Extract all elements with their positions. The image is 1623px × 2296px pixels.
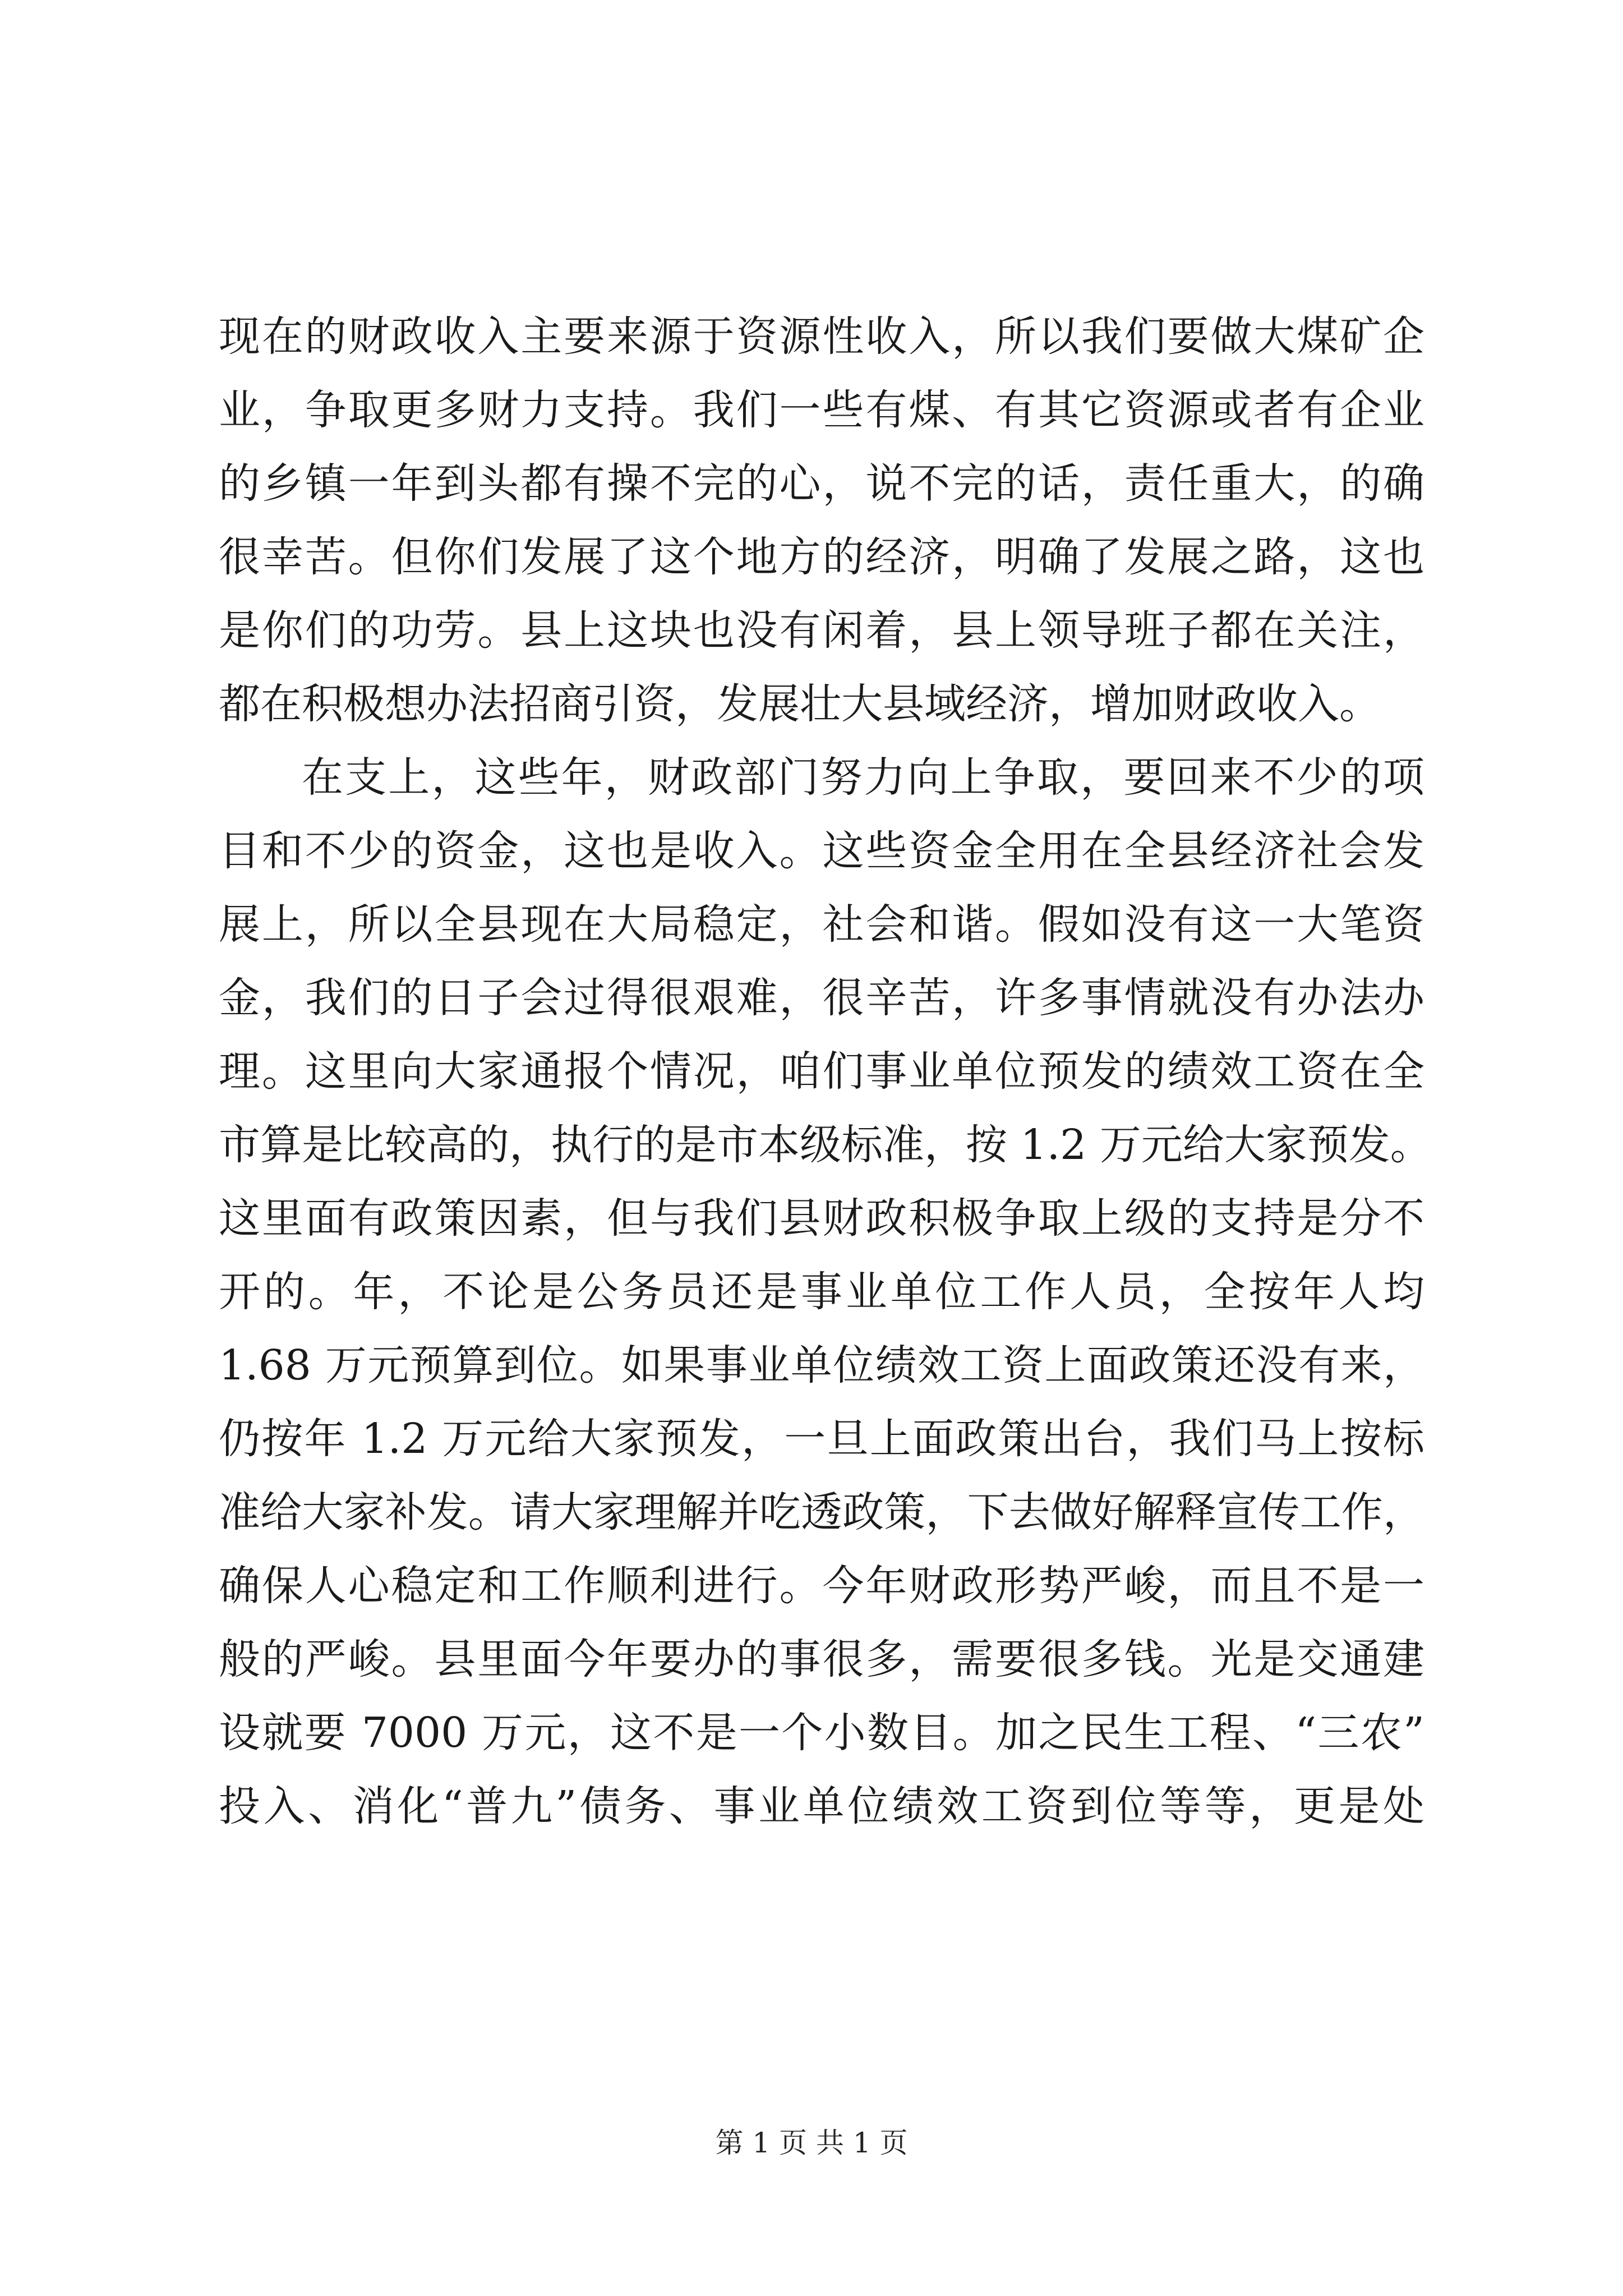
text-line: 现在的财政收入主要来源于资源性收入，所以我们要做大煤矿企 — [219, 312, 1424, 361]
text-line: 仍按年 1.2 万元给大家预发，一旦上面政策出台，我们马上按标 — [219, 1415, 1424, 1463]
text-line: 都在积极想办法招商引资，发展壮大县域经济，增加财政收入。 — [219, 680, 1381, 728]
page-footer: 第 1 页 共 1 页 — [715, 2127, 908, 2159]
body-text — [219, 300, 1432, 1843]
text-line: 业，争取更多财力支持。我们一些有煤、有其它资源或者有企业 — [219, 386, 1424, 434]
text-line: 开的。年，不论是公务员还是事业单位工作人员，全按年人均 — [219, 1268, 1424, 1316]
text-line: 理。这里向大家通报个情况，咱们事业单位预发的绩效工资在全 — [219, 1047, 1424, 1096]
text-line: 确保人心稳定和工作顺利进行。今年财政形势严峻，而且不是一 — [219, 1562, 1424, 1610]
text-line: 设就要 7000 万元，这不是一个小数目。加之民生工程、“三农” — [219, 1709, 1424, 1757]
text-line: 市算是比较高的，执行的是市本级标准，按 1.2 万元给大家预发。 — [219, 1121, 1432, 1169]
text-line: 般的严峻。县里面今年要办的事很多，需要很多钱。光是交通建 — [219, 1635, 1424, 1683]
text-line: 金，我们的日子会过得很艰难，很辛苦，许多事情就没有办法办 — [219, 974, 1424, 1022]
text-line: 是你们的功劳。县上这块也没有闲着，县上领导班子都在关注， — [219, 606, 1424, 655]
text-line: 的乡镇一年到头都有操不完的心，说不完的话，责任重大，的确 — [219, 459, 1424, 508]
text-line: 在支上，这些年，财政部门努力向上争取，要回来不少的项 — [302, 753, 1424, 802]
text-line: 准给大家补发。请大家理解并吃透政策，下去做好解释宣传工作， — [219, 1488, 1424, 1536]
text-line: 很幸苦。但你们发展了这个地方的经济，明确了发展之路，这也 — [219, 533, 1424, 581]
text-line: 1.68 万元预算到位。如果事业单位绩效工资上面政策还没有来， — [219, 1341, 1424, 1389]
text-line: 目和不少的资金，这也是收入。这些资金全用在全县经济社会发 — [219, 827, 1424, 875]
text-line: 这里面有政策因素，但与我们县财政积极争取上级的支持是分不 — [219, 1194, 1424, 1243]
text-line: 展上，所以全县现在大局稳定，社会和谐。假如没有这一大笔资 — [219, 900, 1424, 949]
text-line: 投入、消化“普九”债务、事业单位绩效工资到位等等，更是处 — [219, 1782, 1424, 1830]
